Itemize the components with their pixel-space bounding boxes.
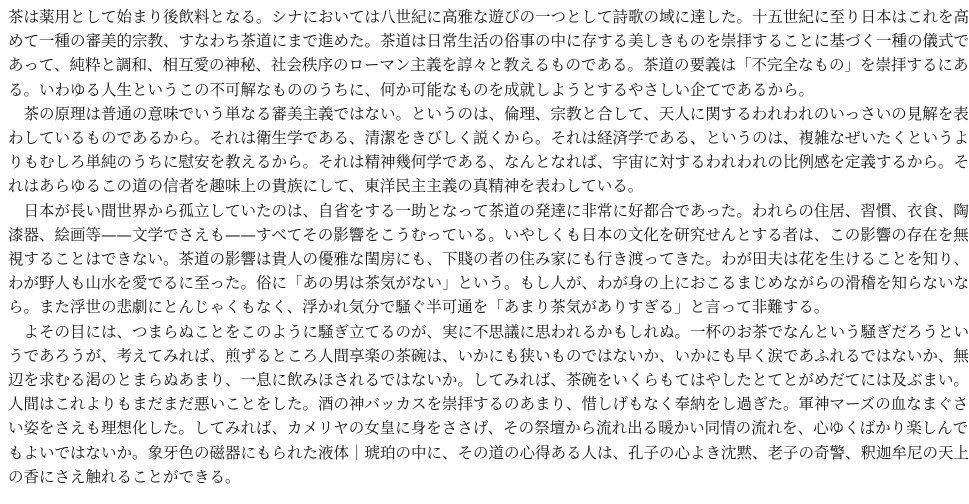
text-line: あって、純粋と調和、相互愛の神秘、社会秩序のローマン主義を諄々と教えるものである。茶道の要義は「不完全なもの」を崇拝するにあ [8,56,969,75]
text-line: 茶の原理は普通の意味でいう単なる審美主義ではない。というのは、倫理、宗教と合して、天人に関するわれわれのいっさいの見解を表 [8,104,969,123]
document-page [8,5,969,489]
text-line: 視することはできない。茶道の影響は貴人の優雅な閨房にも、下賤の者の住み家にも行き渡ってきた。わが田夫は花を生けることを知り、 [8,250,969,269]
text-line: 人間はこれよりもまだまだ悪いことをした。酒の神バッカスを崇拝するのあまり、惜しげもなく奉納をし過ぎた。軍神マーズの血なまぐさ [8,395,969,414]
text-line: うであろうが、考えてみれば、煎ずるところ人間享楽の茶碗は、いかにも狭いものではないか、いかにも早く涙であふれるではないか、無 [8,346,969,365]
text-line: れはあらゆるこの道の信者を趣味上の貴族にして、東洋民主主義の真精神を表わしている。 [8,177,644,196]
text-line: もよいではないか。象牙色の磁器にもられた液体｜琥珀の中に、その道の心得ある人は、孔子の心よき沈黙、老子の奇警、釈迦牟尼の天上 [8,443,969,462]
text-line: の香にさえ触れることができる。 [8,467,241,486]
text-line: 漆器、絵画等——文学でさえも——すべてその影響をこうむっている。いやしくも日本の文化を研究せんとする者は、この影響の存在を無 [8,225,969,244]
text-line: よその目には、つまらぬことをこのように騒ぎ立てるのが、実に不思議に思われるかもしれぬ。一杯のお茶でなんという騒ぎだろうとい [8,322,969,341]
text-line: わしているものであるから。それは衛生学である、清潔をきびしく説くから。それは経済学である、というのは、複雑なぜいたくというよ [8,129,969,148]
text-line: めて一種の審美的宗教、すなわち茶道にまで進めた。茶道は日常生活の俗事の中に存する美しきものを崇拝することに基づく一種の儀式で [8,32,969,51]
paragraph-3 [8,199,969,320]
paragraph-4 [8,320,969,489]
text-line: る。いわゆる人生というこの不可解なもののうちに、何か可能なものを成就しようとするやさしい企てであるから。 [8,80,815,99]
text-line: い姿をさえも理想化した。してみれば、カメリヤの女皇に身をささげ、その祭壇から流れ出る暖かい同情の流れを、心ゆくばかり楽しんで [8,419,969,438]
text-line: 茶は薬用として始まり後飲料となる。シナにおいては八世紀に高雅な遊びの一つとして詩歌の域に達した。十五世紀に至り日本はこれを高 [8,8,969,26]
paragraph-2 [8,102,969,199]
text-line: 日本が長い間世界から孤立していたのは、自省をする一助となって茶道の発達に非常に好都合であった。われらの住居、習慣、衣食、陶 [8,201,969,220]
text-line: ら。また浮世の悲劇にとんじゃくもなく、浮かれ気分で騒ぐ半可通を「あまり茶気がありすぎる」と言って非難する。 [8,298,830,317]
text-line: 辺を求むる渇のとまらぬあまり、一息に飲みほされるではないか。してみれば、茶碗をいくらもてはやしたとてとがめだてには及ぶまい。 [8,371,969,390]
paragraph-1 [8,5,969,102]
text-line: りもむしろ単純のうちに慰安を教えるから。それは精神幾何学である、なんとなれば、宇宙に対するわれわれの比例感を定義するから。そ [8,153,969,172]
text-line: わが野人も山水を愛でるに至った。俗に「あの男は茶気がない」という。もし人が、わが身の上におこるまじめながらの滑稽を知らないな [8,274,969,293]
